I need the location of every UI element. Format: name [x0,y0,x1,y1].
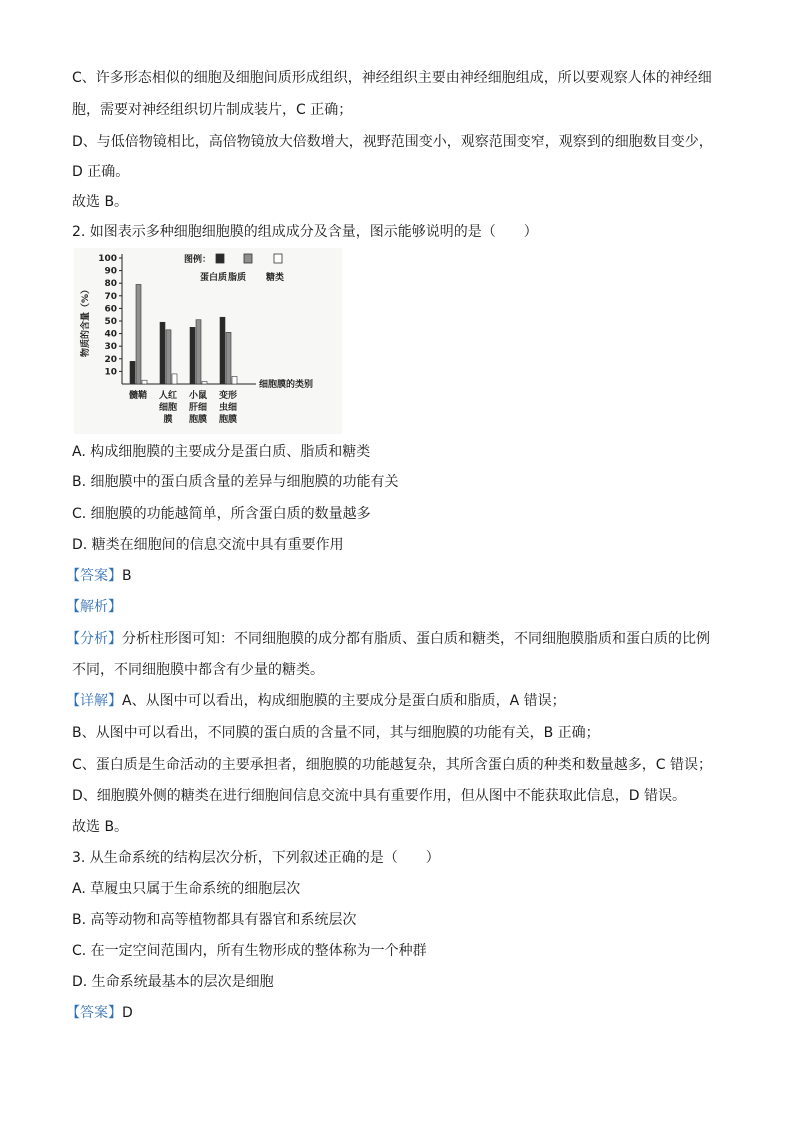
answer-line [66,566,132,586]
legend-label: 脂质 [228,273,247,283]
bar-脂质 [166,330,171,384]
xiangjie-c: C、蛋白质是生命活动的主要承担者，细胞膜的功能越复杂，其所含蛋白质的种类和数量越多，C 错误； [72,757,712,773]
y-tick-label: 10 [104,367,117,378]
paragraph-line: C、许多形态相似的细胞及细胞间质形成组织，神经组织主要由神经细胞组成，所以要观察人体的神经细 [72,70,712,86]
y-tick-label: 70 [104,291,117,302]
legend-swatch [244,254,252,263]
option-d: D. 糖类在细胞间的信息交流中具有重要作用 [72,537,344,553]
answer-value: D [122,1005,133,1021]
q3-option-c: C. 在一定空间范围内，所有生物形成的整体称为一个种群 [72,943,427,959]
bar-脂质 [136,284,141,384]
q3-option-d: D. 生命系统最基本的层次是细胞 [72,974,274,990]
x-axis-label: 细胞膜的类别 [259,380,314,390]
xiangjie-b: B、从图中可以看出，不同膜的蛋白质的含量不同，其与细胞膜的功能有关，B 正确； [72,725,600,741]
bar-蛋白质 [190,327,195,384]
y-axis-label: 物质的含量（%） [81,284,91,358]
paragraph-line: D 正确。 [72,164,130,180]
bar-蛋白质 [160,322,165,384]
bar-脂质 [196,320,201,384]
q3-option-b: B. 高等动物和高等植物都具有器官和系统层次 [72,912,357,928]
answer-tag: 【答案】 [66,568,122,584]
xiangjie-line [66,691,566,711]
x-category-label: 髓鞘 [128,391,148,401]
answer-value: B [122,568,132,584]
question-2-stem: 2. 如图表示多种细胞细胞膜的组成成分及含量，图示能够说明的是（ ） [72,224,538,240]
bar-蛋白质 [130,361,135,384]
y-tick-label: 30 [104,342,117,353]
y-tick-label: 40 [104,329,117,340]
y-tick-label: 90 [104,266,117,277]
membrane-composition-chart [74,248,342,434]
fenxi-line-2: 不同，不同细胞膜中都含有少量的糖类。 [72,662,324,678]
legend-swatch [274,254,282,263]
x-category-label: 人红 [158,391,178,401]
legend-title: 图例： [184,255,212,265]
bar-蛋白质 [220,317,225,384]
y-tick-label: 50 [104,317,117,327]
answer-tag: 【答案】 [66,1005,122,1021]
fenxi-text: 分析柱形图可知：不同细胞膜的成分都有脂质、蛋白质和糖类，不同细胞膜脂质和蛋白质的比例 [122,631,710,647]
analysis-heading [66,597,122,617]
x-category-label: 胞膜 [218,415,238,425]
xiangjie-d: D、细胞膜外侧的糖类在进行细胞间信息交流中具有重要作用，但从图中不能获取此信息，D 错误。 [72,788,687,804]
option-b: B. 细胞膜中的蛋白质含量的差异与细胞膜的功能有关 [72,474,399,490]
paragraph-line: 胞，需要对神经组织切片制成装片，C 正确； [72,102,353,118]
legend-swatch [216,254,224,263]
q3-answer-line [66,1003,133,1023]
bar-chart-svg [74,248,342,434]
fenxi-tag: 【分析】 [66,631,122,647]
y-tick-label: 60 [104,304,117,315]
bar-糖类 [172,374,177,384]
bar-糖类 [232,376,237,384]
xiangjie-tag: 【详解】 [66,693,122,709]
legend-label: 糖类 [266,273,285,283]
paragraph-line: D、与低倍物镜相比，高倍物镜放大倍数增大，视野范围变小，观察范围变窄，观察到的细胞数目变少， [72,134,713,150]
bar-脂质 [226,332,231,384]
xiangjie-a: A、从图中可以看出，构成细胞膜的主要成分是蛋白质和脂质，A 错误； [122,693,566,709]
x-category-label: 虫细 [218,403,238,413]
x-category-label: 变形 [218,391,238,401]
choose-line: 故选 B。 [72,819,129,835]
option-c: C. 细胞膜的功能越简单，所含蛋白质的数量越多 [72,506,371,522]
x-category-label: 小鼠 [188,391,208,401]
x-category-label: 膜 [163,415,173,425]
y-tick-label: 80 [104,279,117,290]
bar-糖类 [202,381,207,384]
fenxi-line [66,629,710,649]
x-category-label: 胞膜 [188,415,208,425]
x-category-label: 细胞 [158,403,178,413]
legend-label: 蛋白质 [200,273,228,283]
y-tick-label: 100 [98,254,117,264]
paragraph-line: 故选 B。 [72,194,129,210]
q3-option-a: A. 草履虫只属于生命系统的细胞层次 [72,881,301,897]
question-3-stem: 3. 从生命系统的结构层次分析，下列叙述正确的是（ ） [72,850,440,866]
x-category-label: 肝细 [188,403,208,413]
y-tick-label: 20 [104,354,117,365]
bar-糖类 [142,380,147,384]
option-a: A. 构成细胞膜的主要成分是蛋白质、脂质和糖类 [72,444,371,460]
analysis-tag: 【解析】 [66,599,122,615]
